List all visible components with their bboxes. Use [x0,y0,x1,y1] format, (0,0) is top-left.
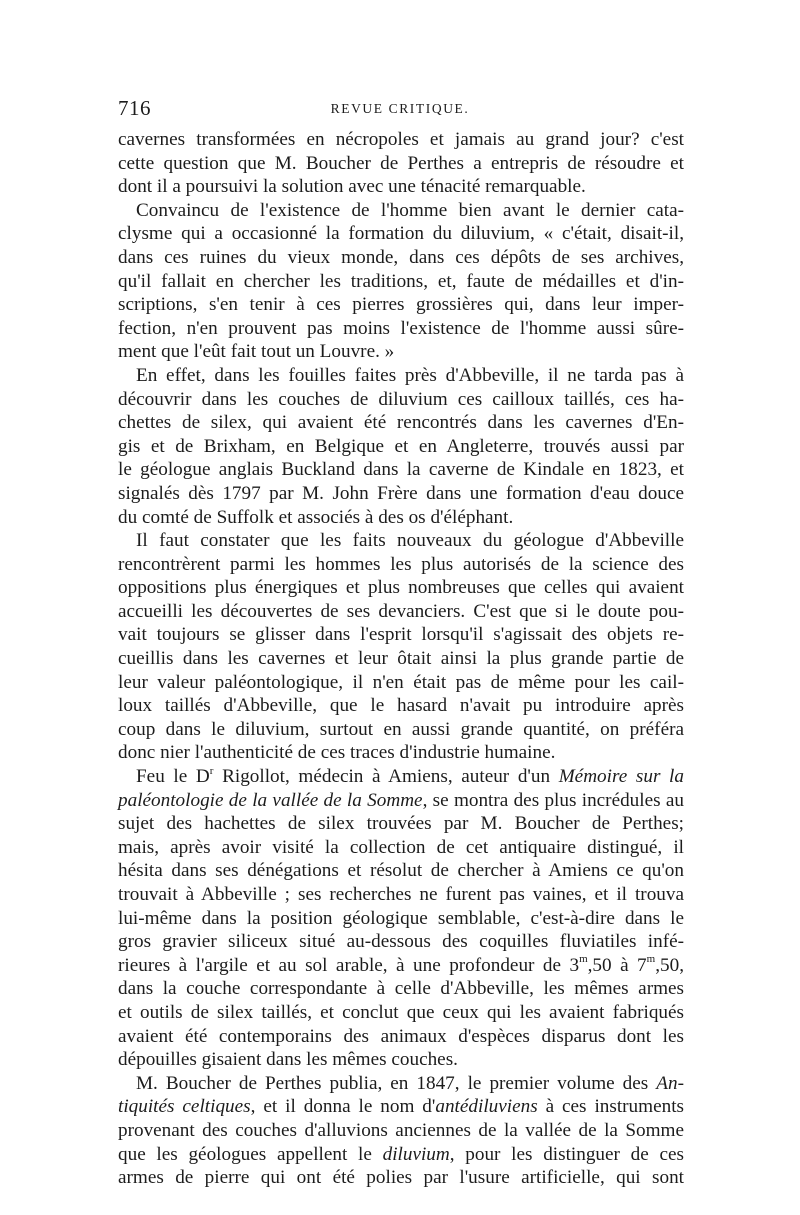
text-line: ment que l'eût fait tout un Louvre. » [118,341,395,363]
text-line: dans ces ruines du vieux monde, dans ces dépôts de ses archives, [118,246,684,268]
superscript: r [209,764,214,777]
text-run: , pour les distinguer de ces [449,1143,684,1165]
superscript: m [646,953,656,966]
text-line: armes de pierre qui ont été polies par l'usure artificielle, qui sont [118,1167,684,1189]
text-line: avaient été contemporains des animaux d'espèces disparus dont les [118,1025,684,1047]
text-line: gis et de Brixham, en Belgique et en Angleterre, trouvés aussi par [118,435,684,457]
italic-term: antédiluviens [435,1096,538,1118]
text-line [118,765,684,789]
text-line: cette question que M. Boucher de Perthes a entrepris de résoudre et [118,152,684,174]
paragraph-3 [118,364,684,529]
text-line [118,1095,684,1119]
text-run: ,50, [655,954,684,976]
italic-title: paléontologie de la vallée de la Somme [118,789,423,811]
text-line: provenant des couches d'alluvions anciennes de la vallée de la Somme [118,1119,684,1141]
text-line [118,1143,684,1167]
text-line: et outils de silex taillés, et conclut que ceux qui les avaient fabriqués [118,1001,684,1023]
text-line: trouvait à Abbeville ; ses recherches ne furent pas vaines, et il trouva [118,884,684,905]
paragraph-6 [118,1072,684,1190]
superscript: m [579,953,588,966]
text-run: , et il donna le nom d' [250,1096,436,1118]
text-line: gros gravier siliceux situé au-dessous des coquilles fluviatiles infé- [118,931,684,953]
text-line: loux taillés d'Abbeville, que le hasard n'avait pu introduire après [118,695,684,717]
italic-title: An- [656,1072,684,1094]
journal-title: REVUE CRITIQUE. [330,101,470,116]
italic-title: Mémoire sur la [558,766,684,788]
text-line [118,789,684,813]
body-text [118,128,684,1190]
text-line: sujet des hachettes de silex trouvées par M. Boucher de Perthes; [118,813,684,835]
text-run: que les géologues appellent le [118,1143,383,1165]
text-line: dans la couche correspondante à celle d'Abbeville, les mêmes armes [118,978,684,1000]
text-line: fection, n'en prouvent pas moins l'existence de l'homme aussi sûre- [118,317,684,339]
text-run: Rigollot, médecin à Amiens, auteur d'un [213,766,559,788]
text-line: le géologue anglais Buckland dans la caverne de Kindale en 1823, et [118,459,684,481]
paragraph-1 [118,128,684,199]
text-line: En effet, dans les fouilles faites près d'Abbeville, il ne tarda pas à [136,364,684,386]
text-line: rencontrèrent parmi les hommes les plus autorisés de la science des [118,553,684,575]
text-line [118,954,684,978]
text-line [118,1072,684,1096]
text-line: du comté de Suffolk et associés à des os d'éléphant. [118,506,514,528]
text-line: leur valeur paléontologique, il n'en était pas de même pour les cail- [118,671,684,693]
text-line: coup dans le diluvium, surtout en aussi grande quantité, on préféra [118,718,684,740]
italic-term: diluvium [382,1143,450,1165]
text-line: Convaincu de l'existence de l'homme bien avant le dernier cata- [136,199,684,221]
text-line: scriptions, s'en tenir à ces pierres grossières qui, dans leur imper- [118,294,684,316]
text-line: qu'il fallait en chercher les traditions, et, faute de médailles et d'in- [118,270,684,292]
text-line: donc nier l'authenticité de ces traces d'industrie humaine. [118,742,556,764]
text-line: Il faut constater que les faits nouveaux du géologue d'Abbeville [136,530,684,552]
text-line: clysme qui a occasionné la formation du diluvium, « c'était, disait-il, [118,223,684,245]
page-number: 716 [118,96,151,120]
italic-title: tiquités celtiques [118,1096,251,1118]
text-run: , se montra des plus incrédules au [422,789,684,811]
paragraph-2 [118,199,684,364]
text-line: vait toujours se glisser dans l'esprit lorsqu'il s'agissait des objets re- [118,624,684,646]
text-line: dont il a poursuivi la solution avec une ténacité remarquable. [118,176,586,198]
text-line: signalés dès 1797 par M. John Frère dans une formation d'eau douce [118,482,684,504]
text-run: Feu le D [136,766,210,788]
text-line: chettes de silex, qui avaient été rencontrés dans les cavernes d'En- [118,412,684,434]
text-line: lui-même dans la position géologique semblable, c'est-à-dire dans le [118,907,684,929]
running-head [118,96,682,122]
paragraph-5 [118,765,684,1072]
text-run: à ces instruments [537,1096,684,1118]
text-run: M. Boucher de Perthes publia, en 1847, le premier volume des [136,1072,657,1094]
text-line: mais, après avoir visité la collection de cet antiquaire distingué, il [118,836,684,858]
text-line: découvrir dans les couches de diluvium ces cailloux taillés, ces ha- [118,388,684,410]
text-line: cavernes transformées en nécropoles et jamais au grand jour? c'est [118,129,684,150]
text-line: cueillis dans les cavernes et leur ôtait ainsi la plus grande partie de [118,648,684,670]
paragraph-4 [118,529,684,765]
text-line: dépouilles gisaient dans les mêmes couches. [118,1049,458,1071]
text-line: hésita dans ses dénégations et résolut de chercher à Amiens ce qu'on [118,860,684,882]
text-run: rieures à l'argile et au sol arable, à une profondeur de 3 [118,954,580,976]
text-run: ,50 à 7 [587,954,647,976]
text-line: oppositions plus énergiques et plus nombreuses que celles qui avaient [118,577,684,599]
text-line: accueilli les découvertes de ses devanciers. C'est que si le doute pou- [118,600,684,622]
